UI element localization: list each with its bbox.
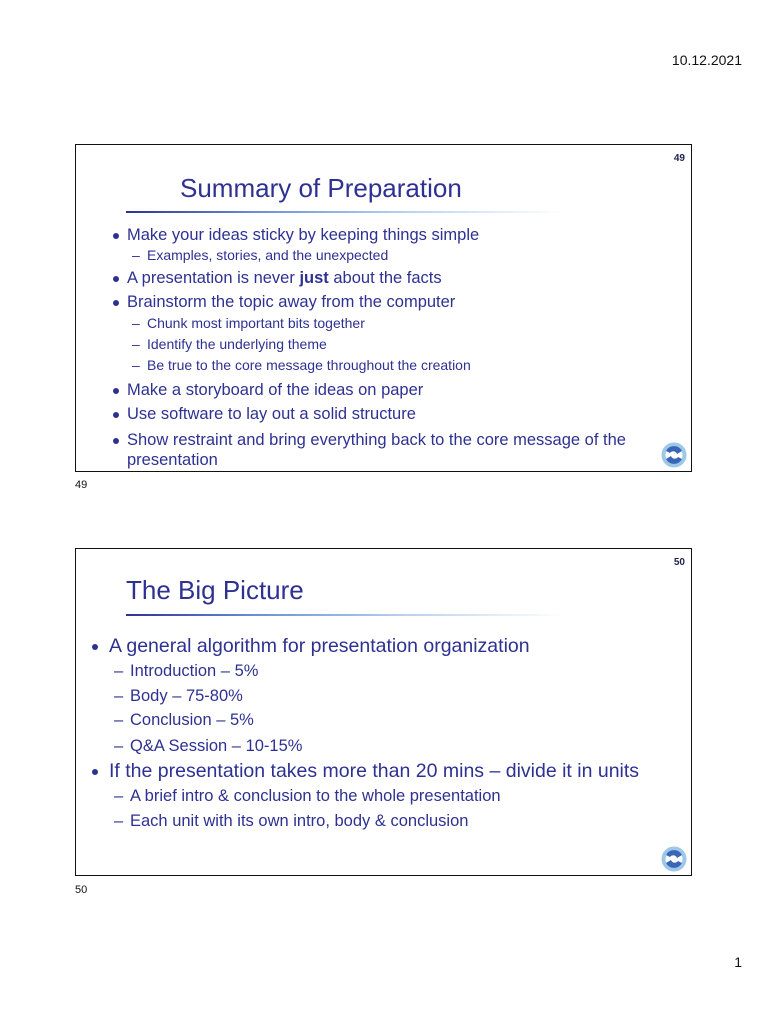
bullet-dot-icon: [113, 412, 119, 418]
bullet-list: [76, 221, 691, 470]
bullet-item: [76, 430, 691, 470]
bullet-item: [76, 758, 691, 784]
sub-bullet-item: [76, 784, 691, 809]
title-underline: [126, 614, 562, 616]
swirl-logo-icon: [661, 846, 687, 872]
title-underline: [126, 211, 562, 213]
slide-the-big-picture: [75, 548, 692, 876]
dash-icon: –: [114, 811, 124, 830]
sub-bullet-item: [76, 313, 691, 334]
sub-bullet-item: [76, 334, 691, 355]
sub-bullet-item: [76, 245, 691, 266]
bullet-text: Make your ideas sticky by keeping things simple: [127, 226, 480, 244]
bullet-dot-icon: [113, 438, 119, 444]
bullet-list: [76, 633, 691, 833]
bullet-item: [76, 225, 691, 245]
bullet-dot-icon: [113, 300, 119, 306]
bullet-item: [76, 404, 691, 424]
bullet-item: [76, 292, 691, 312]
bullet-dot-icon: [113, 388, 119, 394]
bullet-text: Make a storyboard of the ideas on paper: [127, 381, 424, 399]
dash-icon: –: [132, 336, 140, 352]
slide-summary-of-preparation: [75, 144, 692, 472]
dash-icon: –: [114, 711, 124, 729]
dash-icon: –: [132, 247, 140, 263]
sub-bullet-text: Body – 75-80%: [130, 686, 243, 705]
sub-bullet-text: Be true to the core message throughout the creation: [147, 357, 471, 373]
slide-title: Summary of Preparation: [180, 173, 462, 203]
sub-bullet-text: Examples, stories, and the unexpected: [147, 247, 389, 263]
sub-bullet-item: [76, 659, 691, 684]
slide-title: The Big Picture: [126, 575, 304, 605]
bullet-text-bold: just: [299, 269, 329, 287]
bullet-text-after: about the facts: [328, 269, 442, 287]
sub-bullet-text: A brief intro & conclusion to the whole presentation: [130, 787, 501, 805]
sub-bullet-item: [76, 708, 691, 733]
bullet-item: [76, 268, 691, 288]
slide-label: 49: [75, 479, 88, 491]
bullet-dot-icon: [113, 233, 119, 239]
sub-bullet-text: Identify the underlying theme: [147, 336, 327, 352]
swirl-logo-icon: [661, 442, 687, 468]
bullet-text: Use software to lay out a solid structure: [127, 405, 416, 423]
dash-icon: –: [132, 357, 140, 373]
sub-bullet-text: Conclusion – 5%: [130, 711, 254, 729]
sub-bullet-item: [76, 684, 691, 709]
bullet-dot-icon: [113, 276, 119, 282]
page-date: 10.12.2021: [671, 52, 742, 68]
bullet-text: A general algorithm for presentation organization: [109, 635, 530, 657]
bullet-dot-icon: [92, 769, 98, 775]
sub-bullet-text: Q&A Session – 10-15%: [130, 736, 303, 755]
sub-bullet-item: [76, 734, 691, 759]
bullet-item: [76, 633, 691, 659]
slide-number: 49: [673, 153, 685, 164]
dash-icon: –: [114, 686, 124, 705]
dash-icon: –: [114, 736, 124, 755]
dash-icon: –: [114, 662, 124, 680]
slide-label: 50: [75, 884, 88, 896]
sub-bullet-text: Each unit with its own intro, body & conclusion: [130, 811, 469, 830]
sub-bullet-item: [76, 809, 691, 834]
bullet-text: If the presentation takes more than 20 mins – divide it in units: [109, 760, 640, 782]
sub-bullet-item: [76, 355, 691, 376]
bullet-dot-icon: [92, 644, 98, 650]
page-number: 1: [734, 954, 742, 970]
slide-number: 50: [673, 557, 685, 568]
bullet-text: Brainstorm the topic away from the computer: [127, 293, 456, 311]
bullet-text-before: A presentation is never: [127, 269, 300, 287]
sub-bullet-text: Chunk most important bits together: [147, 315, 365, 331]
bullet-item: [76, 380, 691, 400]
dash-icon: –: [114, 787, 124, 805]
bullet-text: Show restraint and bring everything back to the core message of the presentation: [127, 431, 626, 469]
sub-bullet-text: Introduction – 5%: [130, 662, 259, 680]
dash-icon: –: [132, 315, 140, 331]
